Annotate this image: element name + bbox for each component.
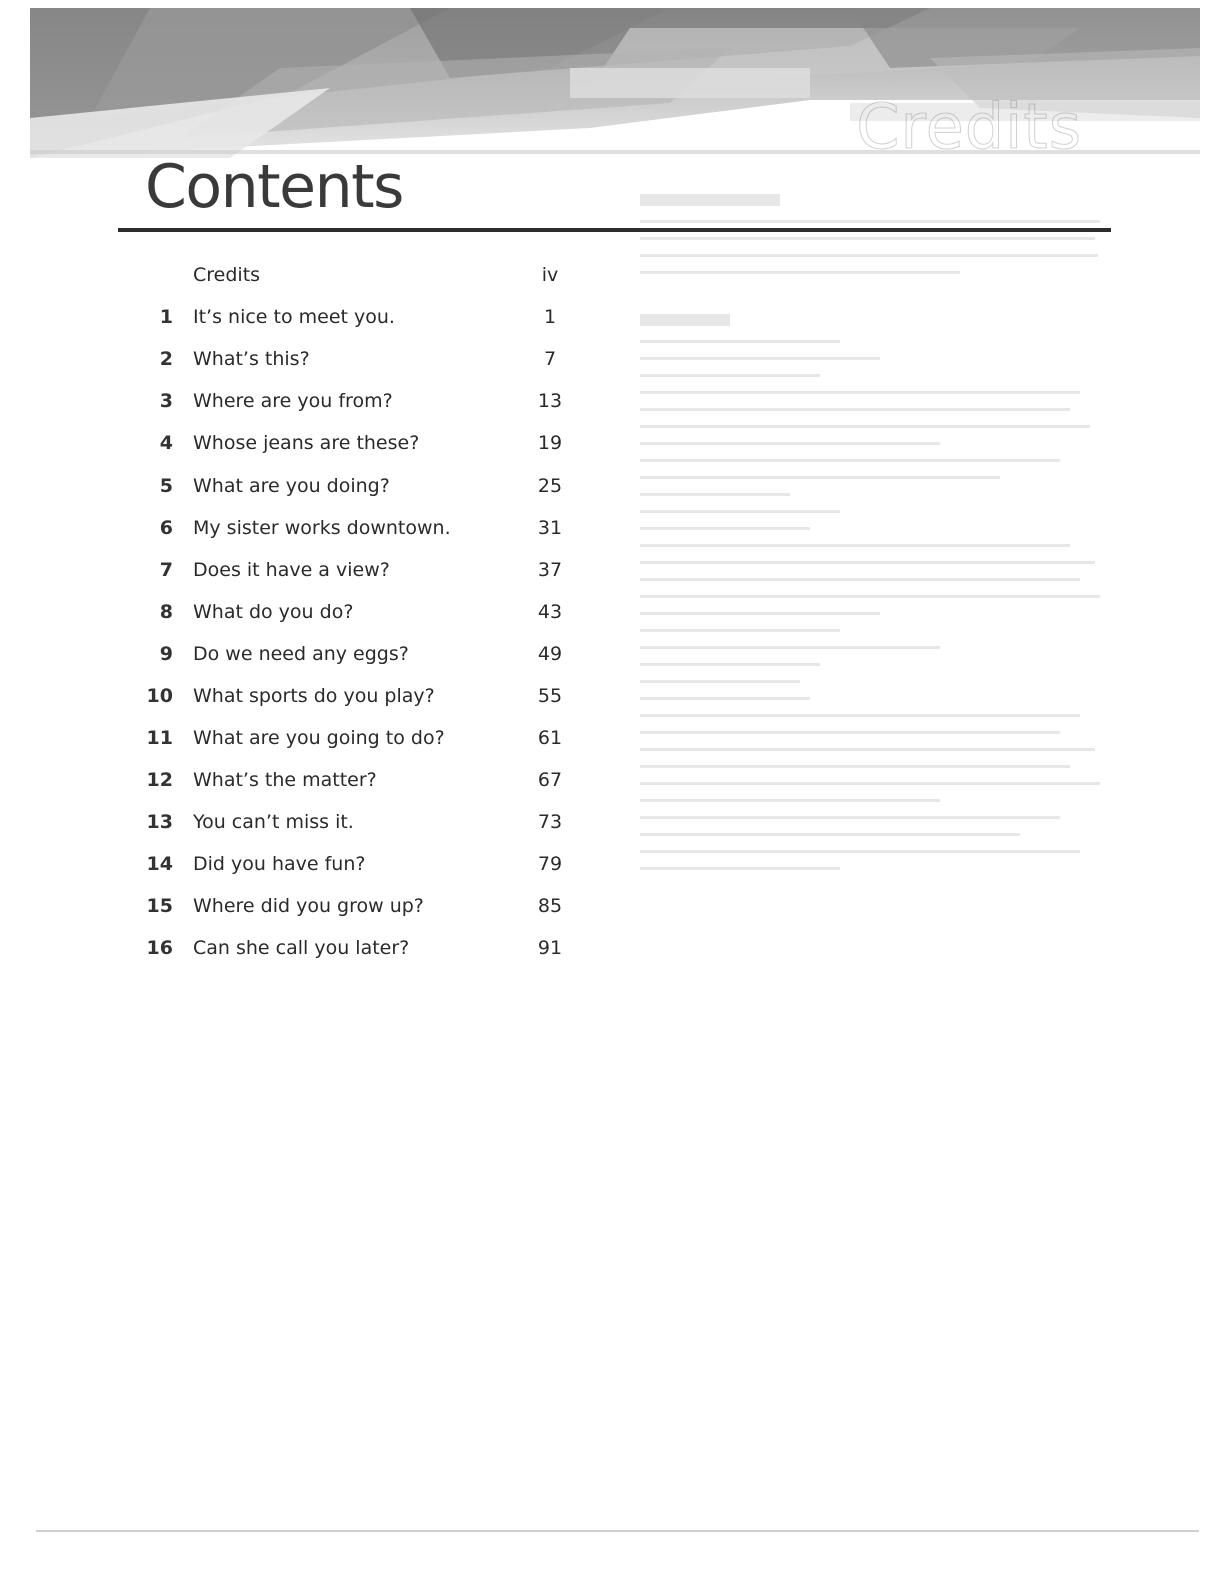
toc-title: What do you do? [193, 601, 354, 623]
toc-number: 12 [146, 769, 173, 791]
toc-page: 25 [537, 475, 563, 497]
toc-number: 8 [159, 601, 173, 623]
toc-title: Does it have a view? [193, 559, 390, 581]
toc-title: My sister works downtown. [193, 517, 451, 539]
toc-number: 11 [146, 727, 173, 749]
toc-number: 5 [159, 475, 173, 497]
toc-entry-credits[interactable] [140, 264, 580, 294]
footer-rule [36, 1530, 1199, 1532]
toc-page: 49 [537, 643, 563, 665]
toc-entry-unit-3[interactable] [140, 390, 580, 420]
toc-title: What are you going to do? [193, 727, 445, 749]
toc-entry-unit-6[interactable] [140, 517, 580, 547]
toc-title: What sports do you play? [193, 685, 435, 707]
toc-number: 6 [159, 517, 173, 539]
toc-number: 10 [146, 685, 173, 707]
toc-page: 13 [537, 390, 563, 412]
ghost-title: Credits [856, 90, 1082, 158]
toc-page: 73 [537, 811, 563, 833]
toc-page: 61 [537, 727, 563, 749]
toc-page: 85 [537, 895, 563, 917]
toc-entry-unit-10[interactable] [140, 685, 580, 715]
toc-number: 16 [146, 937, 173, 959]
toc-entry-unit-11[interactable] [140, 727, 580, 757]
toc-entry-unit-16[interactable] [140, 937, 580, 967]
toc-title: Where did you grow up? [193, 895, 424, 917]
toc-number: 9 [159, 643, 173, 665]
toc-page: 1 [543, 306, 557, 328]
toc-entry-unit-1[interactable] [140, 306, 580, 336]
toc-entry-unit-14[interactable] [140, 853, 580, 883]
toc-number: 13 [146, 811, 173, 833]
toc-page: 91 [537, 937, 563, 959]
toc-title: Where are you from? [193, 390, 393, 412]
toc-title: Do we need any eggs? [193, 643, 409, 665]
toc-page: 43 [537, 601, 563, 623]
toc-entry-unit-12[interactable] [140, 769, 580, 799]
toc-page: 19 [537, 432, 563, 454]
toc-title: Can she call you later? [193, 937, 410, 959]
toc-page: 67 [537, 769, 563, 791]
toc-page: 7 [543, 348, 557, 370]
toc-title: You can’t miss it. [193, 811, 354, 833]
toc-entry-unit-5[interactable] [140, 475, 580, 505]
toc-number: 14 [146, 853, 173, 875]
toc-entry-unit-7[interactable] [140, 559, 580, 589]
toc-number: 3 [159, 390, 173, 412]
toc-title: What’s this? [193, 348, 310, 370]
toc-title: What’s the matter? [193, 769, 377, 791]
toc-entry-unit-13[interactable] [140, 811, 580, 841]
toc-title: Credits [193, 264, 261, 286]
toc-title: What are you doing? [193, 475, 390, 497]
toc-number: 15 [146, 895, 173, 917]
toc-entry-unit-2[interactable] [140, 348, 580, 378]
toc-title: It’s nice to meet you. [193, 306, 395, 328]
toc-number: 2 [159, 348, 173, 370]
toc-page: 79 [537, 853, 563, 875]
toc-number: 1 [159, 306, 173, 328]
toc-page: 55 [537, 685, 563, 707]
toc-entry-unit-8[interactable] [140, 601, 580, 631]
page-title: Contents [145, 152, 403, 222]
toc-number: 4 [159, 432, 173, 454]
toc-page: 37 [537, 559, 563, 581]
toc-page: iv [541, 264, 559, 286]
toc-title: Did you have fun? [193, 853, 366, 875]
toc-number: 7 [159, 559, 173, 581]
toc-entry-unit-15[interactable] [140, 895, 580, 925]
toc-page: 31 [537, 517, 563, 539]
toc-entry-unit-4[interactable] [140, 432, 580, 462]
toc-entry-unit-9[interactable] [140, 643, 580, 673]
toc-title: Whose jeans are these? [193, 432, 420, 454]
